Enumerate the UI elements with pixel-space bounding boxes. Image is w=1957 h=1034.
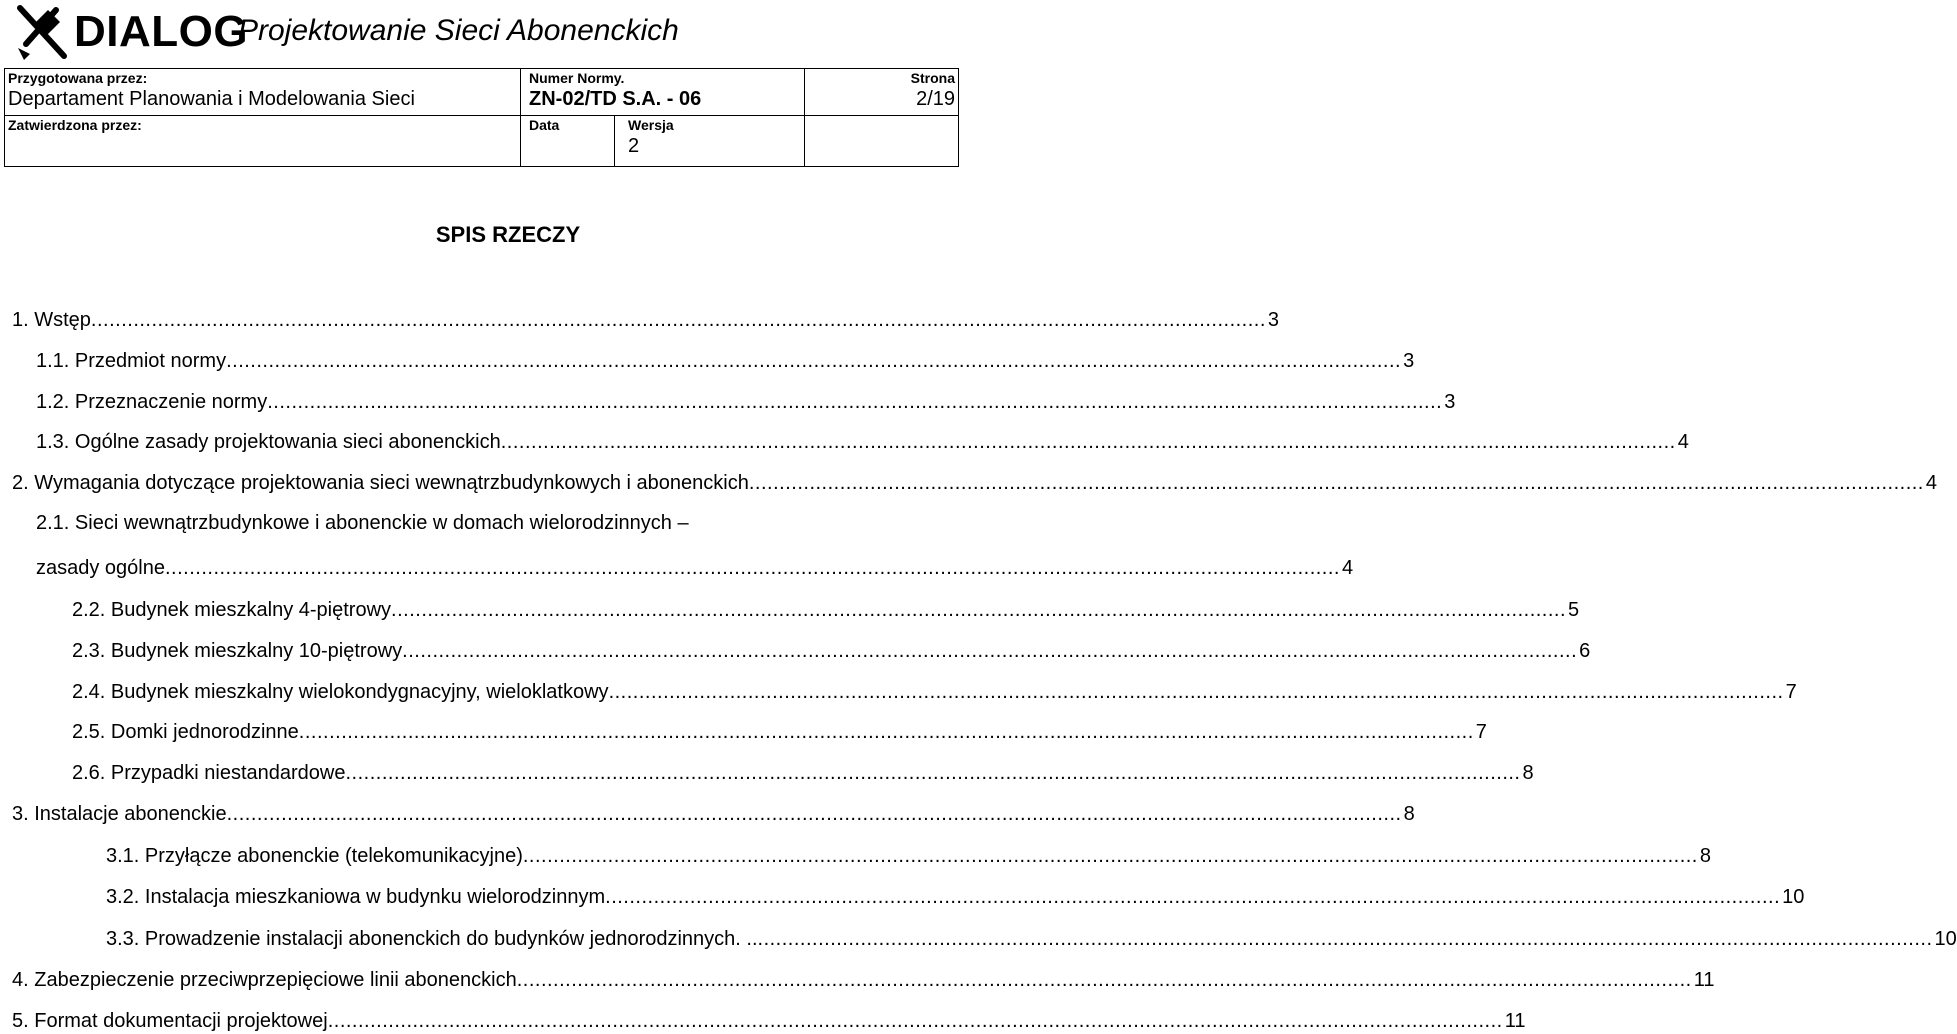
prepared-by-label: Przygotowana przez: xyxy=(8,70,148,86)
toc-entry-page: 5 xyxy=(1568,599,1580,621)
toc-entry-title: 5. Format dokumentacji projektowej xyxy=(12,1010,328,1032)
toc-leader-dots: .................................................................................................................................................................................................. xyxy=(608,681,1784,703)
toc-entry-title: 2. Wymagania dotyczące projektowania sieci wewnątrzbudynkowych i abonenckich xyxy=(12,472,749,494)
toc-entry-title: 1. Wstęp xyxy=(12,309,91,331)
toc-leader-dots: .................................................................................................................................................................................................. xyxy=(391,599,1567,621)
document-title: Projektowanie Sieci Abonenckich xyxy=(238,14,679,47)
toc-entry-title: 1.3. Ogólne zasady projektowania sieci abonenckich xyxy=(36,431,501,453)
toc-leader-dots: .................................................................................................................................................................................................. xyxy=(516,969,1692,991)
toc-leader-dots: .................................................................................................................................................................................................. xyxy=(345,762,1521,784)
approved-by-cell xyxy=(5,116,521,167)
toc-leader-dots: .................................................................................................................................................................................................. xyxy=(90,309,1266,331)
toc-leader-dots: .................................................................................................................................................................................................. xyxy=(605,886,1781,908)
date-label: Data xyxy=(529,117,560,133)
document-header xyxy=(0,0,960,68)
toc-entry-page: 3 xyxy=(1403,350,1415,372)
toc-entry-page: 10 xyxy=(1782,886,1805,908)
approved-by-label: Zatwierdzona przez: xyxy=(8,117,142,133)
norm-number-cell xyxy=(521,69,805,116)
toc-entry-page: 10 xyxy=(1934,928,1957,950)
toc-leader-dots: .................................................................................................................................................................................................. xyxy=(164,557,1340,579)
norm-number-label: Numer Normy. xyxy=(529,70,625,86)
toc-entry-title: 1.1. Przedmiot normy xyxy=(36,350,227,372)
toc-entry-page: 3 xyxy=(1267,309,1280,331)
toc-heading: SPIS RZECZY xyxy=(435,222,581,247)
toc-entry-page: 4 xyxy=(1925,472,1937,494)
logo-text: DIALOG xyxy=(74,7,249,56)
toc-leader-dots: .................................................................................................................................................................................................. xyxy=(757,928,1933,950)
toc-entry-title: 2.4. Budynek mieszkalny wielokondygnacyjny, wieloklatkowy xyxy=(72,681,609,703)
toc-leader-dots: .................................................................................................................................................................................................. xyxy=(522,845,1698,867)
toc-entry-page: 8 xyxy=(1403,803,1415,825)
toc-leader-dots: .................................................................................................................................................................................................. xyxy=(226,803,1402,825)
version-value: 2 xyxy=(628,135,640,157)
document-meta-table xyxy=(4,68,959,167)
toc-entry-title: 1.2. Przeznaczenie normy xyxy=(36,391,268,413)
toc-entry-page: 4 xyxy=(1341,557,1354,579)
date-cell xyxy=(521,116,615,167)
toc-entry[interactable] xyxy=(12,963,1715,993)
toc-entry[interactable] xyxy=(72,715,1487,745)
toc-entry-line-2[interactable] xyxy=(36,551,1354,581)
toc-entry-title: 3.1. Przyłącze abonenckie (telekomunikacyjne) xyxy=(106,845,523,867)
toc-leader-dots: .................................................................................................................................................................................................. xyxy=(226,350,1402,372)
toc-entry-page: 11 xyxy=(1504,1010,1526,1032)
toc-entry[interactable] xyxy=(36,385,1456,415)
toc-entry-page: 6 xyxy=(1579,640,1591,662)
prepared-by-cell xyxy=(5,69,521,116)
toc-entry-page: 3 xyxy=(1444,391,1456,413)
toc-entry[interactable] xyxy=(72,756,1534,786)
prepared-by-value: Departament Planowania i Modelowania Sieci xyxy=(8,88,415,110)
toc-entry-title-continued: zasady ogólne xyxy=(36,557,165,579)
toc-entry[interactable] xyxy=(72,634,1591,664)
empty-cell xyxy=(805,116,959,167)
toc-entry[interactable] xyxy=(12,1004,1526,1034)
toc-entry-title: 4. Zabezpieczenie przeciwprzepięciowe linii abonenckich xyxy=(12,969,517,991)
toc-entry-title: 2.2. Budynek mieszkalny 4-piętrowy xyxy=(72,599,392,621)
toc-entry-page: 11 xyxy=(1693,969,1715,991)
toc-leader-dots: .................................................................................................................................................................................................. xyxy=(298,721,1474,743)
toc-entry-page: 8 xyxy=(1699,845,1711,867)
toc-entry[interactable] xyxy=(72,675,1797,705)
toc-leader-dots: .................................................................................................................................................................................................. xyxy=(327,1010,1503,1032)
toc-leader-dots: .................................................................................................................................................................................................. xyxy=(402,640,1578,662)
toc-leader-dots: .................................................................................................................................................................................................. xyxy=(748,472,1924,494)
toc-leader-dots: .................................................................................................................................................................................................. xyxy=(500,431,1676,453)
toc-entry-title: 3. Instalacje abonenckie xyxy=(12,803,227,825)
version-cell xyxy=(615,116,805,167)
satellite-logo-icon xyxy=(12,2,72,64)
toc-entry-title: 3.3. Prowadzenie instalacji abonenckich do budynków jednorodzinnych. .. xyxy=(106,928,758,950)
toc-entry-page: 4 xyxy=(1677,431,1689,453)
page-value: 2/19 xyxy=(916,88,956,110)
toc-entry[interactable] xyxy=(106,839,1711,869)
version-label: Wersja xyxy=(628,117,674,133)
toc-entry[interactable] xyxy=(106,880,1805,910)
toc-entry-title: 2.3. Budynek mieszkalny 10-piętrowy xyxy=(72,640,403,662)
toc-entry[interactable] xyxy=(106,922,1957,952)
toc-entry-line-1[interactable] xyxy=(36,510,918,540)
toc-entry[interactable] xyxy=(36,425,1689,455)
toc-entry[interactable] xyxy=(72,593,1580,623)
toc-entry[interactable] xyxy=(12,466,1937,496)
toc-entry-page: 8 xyxy=(1522,762,1534,784)
toc-entry[interactable] xyxy=(12,797,1415,827)
dialog-logo xyxy=(12,2,249,64)
toc-entry-page: 7 xyxy=(1475,721,1487,743)
toc-entry[interactable] xyxy=(36,344,1415,374)
toc-entry[interactable] xyxy=(12,303,1280,333)
toc-entry-page: 7 xyxy=(1785,681,1797,703)
norm-number-value: ZN-02/TD S.A. - 06 xyxy=(529,88,702,110)
toc-entry-title: 3.2. Instalacja mieszkaniowa w budynku wielorodzinnym xyxy=(106,886,606,908)
toc-entry-title: 2.5. Domki jednorodzinne xyxy=(72,721,299,743)
toc-entry-title: 2.1. Sieci wewnątrzbudynkowe i abonenckie w domach wielorodzinnych – xyxy=(36,512,689,534)
toc-leader-dots: .................................................................................................................................................................................................. xyxy=(267,391,1443,413)
toc-entry-title: 2.6. Przypadki niestandardowe xyxy=(72,762,346,784)
page-cell xyxy=(805,69,959,116)
page-label: Strona xyxy=(910,70,956,86)
